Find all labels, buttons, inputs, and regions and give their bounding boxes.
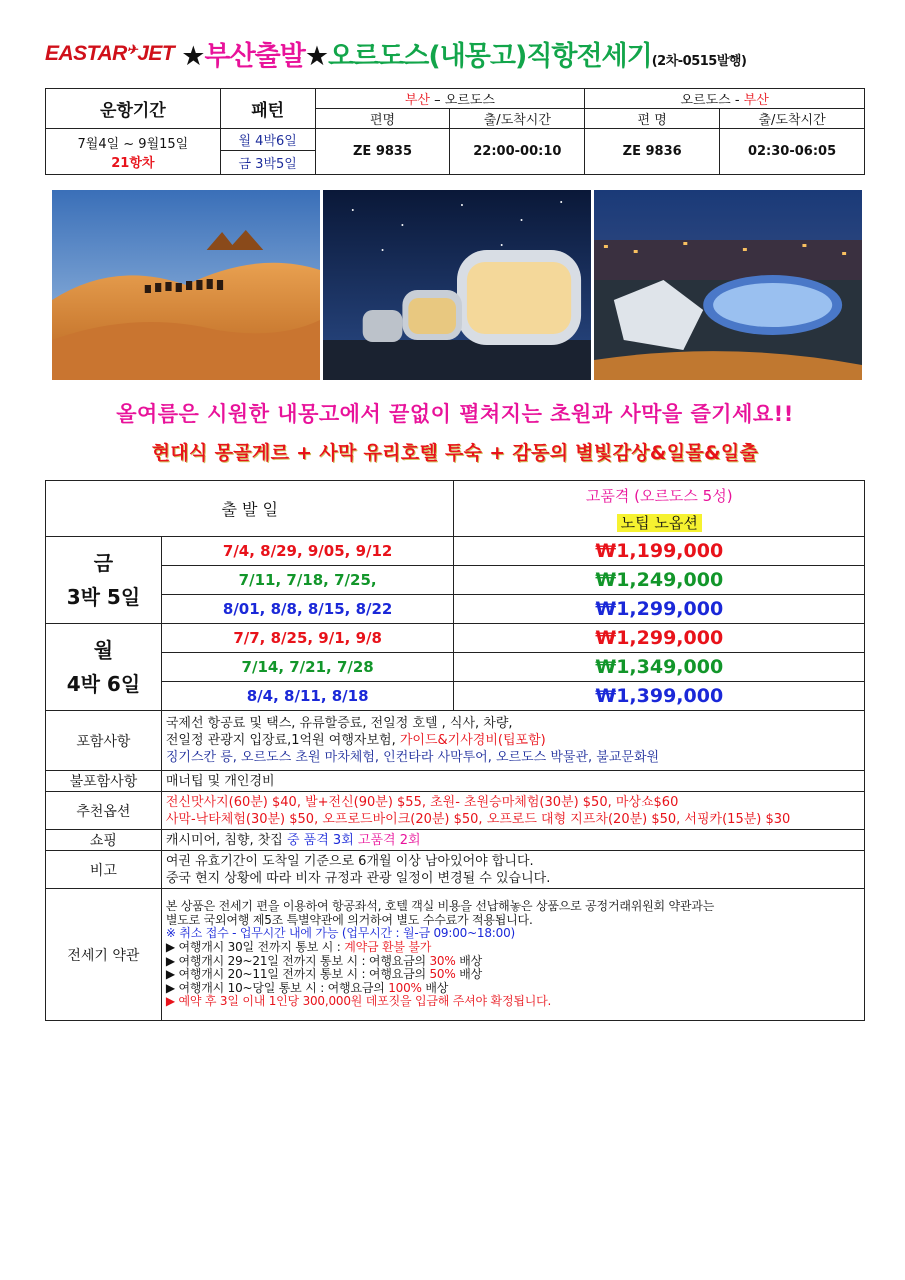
price-value: ₩1,399,000: [454, 682, 865, 711]
departure-header: 출 발 일: [46, 481, 454, 537]
plane-icon: ✈: [126, 41, 138, 57]
included-value: 국제선 항공료 및 택스, 유류할증료, 전일정 호텔 , 식사, 차량, 전일정 관광지 입장료,1억원 여행자보험, 가이드&기사경비(팁포함) 징기스칸 릉, 오르도스 초원 마차체험, 인컨타라 사막투어, 오르도스 박물관, 불교문화원: [161, 711, 864, 771]
price-value: ₩1,299,000: [454, 624, 865, 653]
grade-header: 고품격 (오르도스 5성) 노팁 노옵션: [454, 481, 865, 537]
remarks-value: 여권 유효기간이 도착일 기준으로 6개월 이상 남아있어야 합니다. 중국 현지 상황에 따라 비자 규정과 관광 일정이 변경될 수 있습니다.: [161, 851, 864, 889]
excluded-label: 불포함사항: [46, 771, 162, 792]
departure-dates: 8/4, 8/11, 8/18: [161, 682, 454, 711]
excluded-value: 매너팁 및 개인경비: [161, 771, 864, 792]
price-value: ₩1,249,000: [454, 566, 865, 595]
price-value: ₩1,199,000: [454, 537, 865, 566]
page-header: [45, 34, 865, 74]
included-label: 포함사항: [46, 711, 162, 771]
shopping-value: 캐시미어, 침향, 찻집 중 품격 3회 고품격 2회: [161, 830, 864, 851]
page-title: ★부산출발★오르도스(내몽고)직항전세기(2차-0515발행): [181, 41, 747, 72]
desert-camel-photo: [52, 190, 320, 380]
departure-dates: 7/4, 8/29, 9/05, 9/12: [161, 537, 454, 566]
options-value: 전신맛사지(60분) $40, 발+전신(90분) $55, 초원- 초원승마체험(30분) $50, 마상쇼$60 사막-낙타체험(30분) $50, 오프로드바이크(20분) $50, 오프로드 대형 지프차(20분) $50, 서핑카(15분) $30: [161, 792, 864, 830]
period-value: 7월4일 ~ 9월15일 21항차: [46, 129, 221, 175]
flight-schedule-table: [45, 88, 865, 175]
outbound-time: 22:00-00:10: [450, 129, 585, 175]
group-fri: 금 3박 5일: [46, 537, 162, 624]
inbound-time: 02:30-06:05: [720, 129, 865, 175]
outbound-flight: ZE 9835: [315, 129, 450, 175]
price-value: ₩1,299,000: [454, 595, 865, 624]
pattern-fri: 금 3박5일: [220, 151, 315, 175]
terms-label: 전세기 약관: [46, 889, 162, 1021]
terms-value: 본 상품은 전세기 편을 이용하여 항공좌석, 호텔 객실 비용을 선납해놓은 상품으로 공정거래위원회 약관과는 별도로 국외여행 제5조 특별약관에 의거하여 별도 수수료가 적용됩니다. ※ 취소 접수 - 업무시간 내에 가능 (업무시간 : 월-금 09:00~18:00) ▶ 여행개시 30일 전까지 통보 시 : 계약금 환불 불가 ▶ 여행개시 29~21일 전까지 통보 시 : 여행요금의 30% 배상 ▶ 여행개시 20~11일 전까지 통보 시 : 여행요금의 50% 배상 ▶ 여행개시 10~당일 통보 시 : 여행요금의 100% 배상 ▶ 예약 후 3일 이내 1인당 300,000원 데포짓을 입금해 주셔야 확정됩니다.: [161, 889, 864, 1021]
period-header: 운항기간: [46, 89, 221, 129]
slogan-summer: 올여름은 시원한 내몽고에서 끝없이 펼쳐지는 초원과 사막을 즐기세요!!: [116, 402, 794, 426]
route-ordos-busan: 오르도스 - 부산: [585, 89, 865, 109]
photo-strip: [52, 190, 862, 380]
flight-label: 편 명: [585, 109, 720, 129]
departure-dates: 7/7, 8/25, 9/1, 9/8: [161, 624, 454, 653]
shopping-label: 쇼핑: [46, 830, 162, 851]
route-busan-ordos: 부산 – 오르도스: [315, 89, 585, 109]
departure-dates: 7/14, 7/21, 7/28: [161, 653, 454, 682]
eastar-jet-logo: EASTAR✈JET: [45, 41, 175, 65]
pattern-mon: 월 4박6일: [220, 129, 315, 151]
inbound-flight: ZE 9836: [585, 129, 720, 175]
group-mon: 월 4박 6일: [46, 624, 162, 711]
remarks-label: 비고: [46, 851, 162, 889]
no-tip-badge: 노팁 노옵션: [617, 514, 702, 532]
departure-dates: 7/11, 7/18, 7/25,: [161, 566, 454, 595]
options-label: 추천옵션: [46, 792, 162, 830]
time-label: 출/도착시간: [450, 109, 585, 129]
issue-note: (2차-0515발행): [651, 54, 747, 69]
time-label: 출/도착시간: [720, 109, 865, 129]
glass-hotel-photo: [323, 190, 591, 380]
ordos-city-photo: [594, 190, 862, 380]
price-table: [45, 480, 865, 1021]
flight-label: 편명: [315, 109, 450, 129]
pattern-header: 패턴: [220, 89, 315, 129]
departure-dates: 8/01, 8/8, 8/15, 8/22: [161, 595, 454, 624]
slogan-highlights: 현대식 몽골게르 + 사막 유리호텔 투숙 + 감동의 별빛감상&일몰&일출: [151, 442, 759, 464]
price-value: ₩1,349,000: [454, 653, 865, 682]
